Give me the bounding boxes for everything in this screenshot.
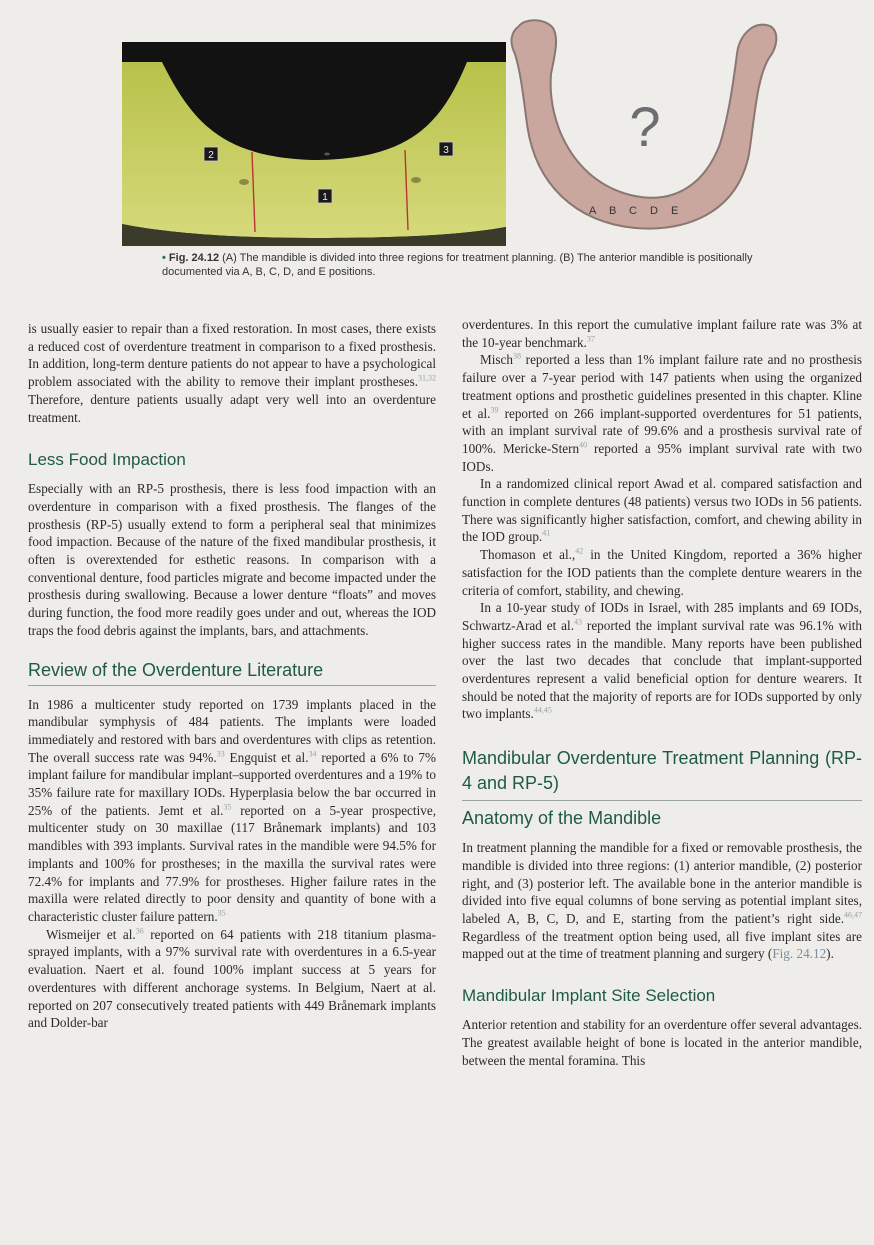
section-heading-literature-review: Review of the Overdenture Literature (28, 659, 324, 680)
paragraph: In a randomized clinical report Awad et al. compared satisfaction and function in complete dentures (48 patients) versus two IODs in 56 patients. There was significantly higher satisfaction, comfort, and chewing ability in the IOD group.$^{41}$ (462, 476, 862, 545)
section-heading-food-impaction: Less Food Impaction (28, 450, 186, 470)
region-label-1: 1 (322, 192, 328, 203)
section-heading-treatment-planning: Mandibular Overdenture Treatment Planning (RP-4 and RP-5) (462, 748, 862, 794)
paragraph: is usually easier to repair than a fixed restoration. In most cases, there exists a reduced cost of overdenture treatment in comparison to a fixed prosthesis. In addition, long-term denture patients do not appear to have a psychological problem associated with the ability to remove their implant prostheses.$^{31,32}$ Therefore, denture patients usually adapt very well into an overdenture treatment. (28, 321, 436, 425)
paragraph: overdentures. In this report the cumulative implant failure rate was 3% at the 10-year benchmark.$^{37}$ (462, 317, 862, 350)
position-label-c: C (629, 205, 637, 217)
mandible-photo (122, 42, 506, 246)
position-label-e: E (671, 205, 679, 217)
position-label-b: B (609, 205, 617, 217)
section-heading-implant-site-selection: Mandibular Implant Site Selection (462, 986, 716, 1006)
caption-text: (A) The mandible is divided into three regions for treatment planning. (B) The anterior mandible is positionally documented via A, B, C, D, and E positions. (162, 252, 753, 278)
caption-bullet: • (162, 252, 166, 264)
paragraph: Thomason et al.,$^{42}$ in the United Kingdom, reported a 36% higher satisfaction for the IOD patients than the complete denture wearers in the criteria of comfort, stability, and chewing. (462, 546, 862, 598)
paragraph: Misch$^{38}$ reported a less than 1% implant failure rate and no prosthesis failure over a 7-year period with 147 patients when using the organized treatment options and prosthetic guidelines presented in this chapter. Kline et al.$^{39}$ reported on 266 implant-supported overdentures for 51 patients, with an implant survival rate of 99.6% and a prosthesis survival rate of 100%. Mericke-Stern$^{40}$ reported a 95% implant survival rate with two IODs. (462, 352, 862, 474)
paragraph: Wismeijer et al.$^{36}$ reported on 64 patients with 218 titanium plasma-sprayed implants, with a 97% survival rate with overdentures in a 6.5-year evaluation. Naert et al. found 100% implant success at 5 years for overdentures with different anchorage systems. In Belgium, Naert at al. reported on 207 consecutively treated patients with 449 Brånemark implants and Dolder-bar (28, 926, 436, 1031)
region-label-2: 2 (208, 150, 214, 161)
paragraph: Especially with an RP-5 prosthesis, there is less food impaction with an overdenture in comparison with a fixed prosthesis. The flanges of the prosthesis (RP-5) usually extend to form a peripheral seal that minimizes food impaction. Because of the nature of the fixed mandibular prosthesis, it often is overextended for esthetic reasons. In comparison with a conventional denture, food particles migrate and become impacted under the prosthesis during swallowing. Because a lower denture “floats” and moves during function, the food more readily goes under and out, whereas the IOD traps the food debris against the implants, bars, and attachments. (28, 481, 436, 638)
section-heading-anatomy: Anatomy of the Mandible (462, 808, 662, 829)
mandible-drawing (505, 14, 785, 246)
paragraph: In 1986 a multicenter study reported on 1739 implants placed in the mandibular symphysis of 484 patients. The implants were loaded immediately and restored with bars and overdentures with clips as retention. The overall success rate was 94%.$^{33}$ Engquist et al.$^{34}$ reported a 6% to 7% implant failure for mandibular implant–supported overdentures and a 19% to 35% failure rate for maxillary IODs. Hyperplasia below the bar occurred in 25% of the patients. Jemt et al.$^{35}$ reported on a 5-year prospective, multicenter study on 30 maxillae (117 Brånemark implants) and 103 mandibles with 393 implants. Survival rates in the mandible were 94.5% for implants and 100% for prostheses; in the maxilla the survival rates were 72.4% for implants and 77.9% for prostheses. Higher failure rates in the maxilla were related directly to poor density and quantity of bone with a characteristic cluster failure pattern.$^{35}$ (28, 696, 436, 924)
left-column (28, 320, 436, 1032)
paragraph: Anterior retention and stability for an overdenture offer several advantages. The greatest available height of bone is located in the anterior mandible, between the mental foramina. This (462, 1017, 862, 1068)
region-label-3: 3 (443, 145, 449, 156)
right-column (462, 316, 862, 1069)
position-label-d: D (650, 205, 658, 217)
figure-reference-link[interactable]: Fig. 24.12 (772, 946, 827, 962)
question-mark: ? (629, 95, 661, 158)
paragraph: In treatment planning the mandible for a fixed or removable prosthesis, the mandible is divided into three regions: (1) anterior mandible, (2) posterior right, and (3) posterior left. The available bone in the anterior mandible is divided into five equal columns of bone serving as potential implant sites, labeled A, B, C, D, and E, starting from the patient’s right side.$^{46,47}$ Regardless of the treatment option being used, all five implant sites are mapped out at the time of treatment planning and surgery (Fig. 24.12). (462, 840, 862, 962)
figure-caption (162, 251, 762, 279)
caption-figure-number: Fig. 24.12 (168, 252, 220, 264)
position-label-a: A (589, 205, 597, 217)
paragraph: In a 10-year study of IODs in Israel, with 285 implants and 69 IODs, Schwartz-Arad et al.$^{43}$ reported the implant survival rate was 96.1% with higher success rates in the mandible. Many reports have been published over the last two decades that conclude that implant-supported overdentures represent a valid beneficial option for denture wearers. It should be noted that the majority of reports are for IODs supported by only two implants.$^{44,45}$ (462, 600, 862, 722)
